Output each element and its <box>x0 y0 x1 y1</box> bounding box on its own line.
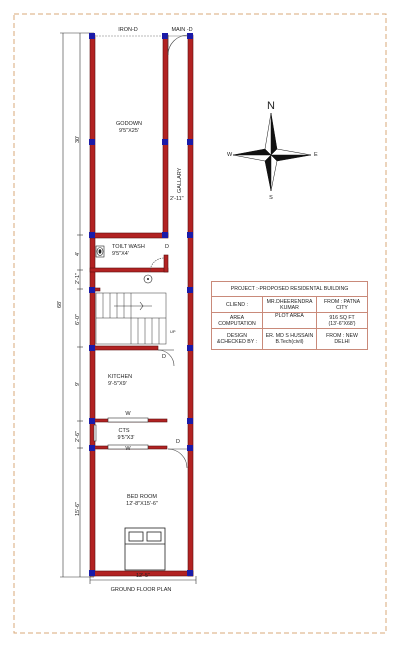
design-label: DESIGN &CHECKED BY : <box>217 333 257 345</box>
title-block-row-design <box>212 328 367 349</box>
designer-from: FROM : NEW DELHI <box>316 329 367 349</box>
staircase <box>96 293 166 344</box>
compass-north-label: N <box>267 100 275 112</box>
project-title: PROJECT :-PROPOSED RESIDENTAL BUILDING <box>230 286 349 292</box>
iron-door-label: IRON-D <box>118 27 138 33</box>
window-w2-label: W <box>125 446 131 452</box>
cts-name: CTS <box>118 428 130 434</box>
cts-size: 9'5"X3' <box>117 435 135 441</box>
kitchen-size: 9'-5"X9' <box>108 381 127 387</box>
compass-south-label: S <box>269 195 273 201</box>
title-block-row-project <box>212 282 367 296</box>
dim-passage: 2'-1" <box>75 273 81 284</box>
toilet-name: TOILT WASH <box>112 244 145 250</box>
plot-label: PLOT AREA <box>262 313 316 328</box>
toilet-fixture <box>96 246 104 257</box>
dim-cts: 2'-6" <box>75 431 81 442</box>
toilet-size: 9'5"X4' <box>112 251 129 257</box>
main-door-label: MAIN -D <box>171 27 193 33</box>
dim-toilet: 4' <box>75 251 81 256</box>
north-arrow <box>233 113 311 191</box>
gallary-size: 2'-11" <box>170 196 184 202</box>
toilet-door-label: D <box>165 244 169 250</box>
gallary-name: GALLARY <box>177 167 183 193</box>
godown-name: GODOWN <box>116 121 142 127</box>
dim-godown: 30' <box>75 135 81 143</box>
compass-east-label: E <box>314 152 318 158</box>
client-from: FROM : PATNA CITY <box>316 297 367 312</box>
kitchen-door-label: D <box>162 354 166 360</box>
dim-ticks <box>60 33 94 577</box>
bed-door-label: D <box>176 439 180 445</box>
plan-title: GROUND FLOOR PLAN <box>110 587 172 593</box>
dim-bed: 15'-6" <box>75 501 81 516</box>
designer-name: ER. MD S HUSSAIN B.Tech(civil) <box>262 329 316 349</box>
area-label: AREA COMPUTATION <box>218 314 256 327</box>
title-block-row-area <box>212 312 367 328</box>
client-label: CLIEND : <box>226 301 248 308</box>
bed <box>125 528 165 570</box>
title-block <box>211 281 368 350</box>
dim-kitchen: 9' <box>75 381 81 386</box>
client-name: MR.DHEERENDRA KUMAR <box>262 297 316 312</box>
kitchen-name: KITCHEN <box>108 374 133 380</box>
bedroom-name: BED ROOM <box>127 494 157 500</box>
stair-up-label: UP <box>170 329 176 334</box>
godown-size: 9'5"X25' <box>119 128 139 134</box>
width-dim-label: 12'-5" <box>135 573 151 579</box>
title-block-row-client <box>212 296 367 312</box>
dim-stair: 6'-0" <box>75 314 81 325</box>
plot-value: 916 SQ FT (13'-6"X68') <box>316 313 367 328</box>
window-w1-label: W <box>125 411 131 417</box>
bedroom-size: 12'-8"X15'-6" <box>126 501 158 507</box>
compass-west-label: W <box>227 152 233 158</box>
door-swings <box>150 35 188 468</box>
dim-total: 68' <box>57 300 63 308</box>
